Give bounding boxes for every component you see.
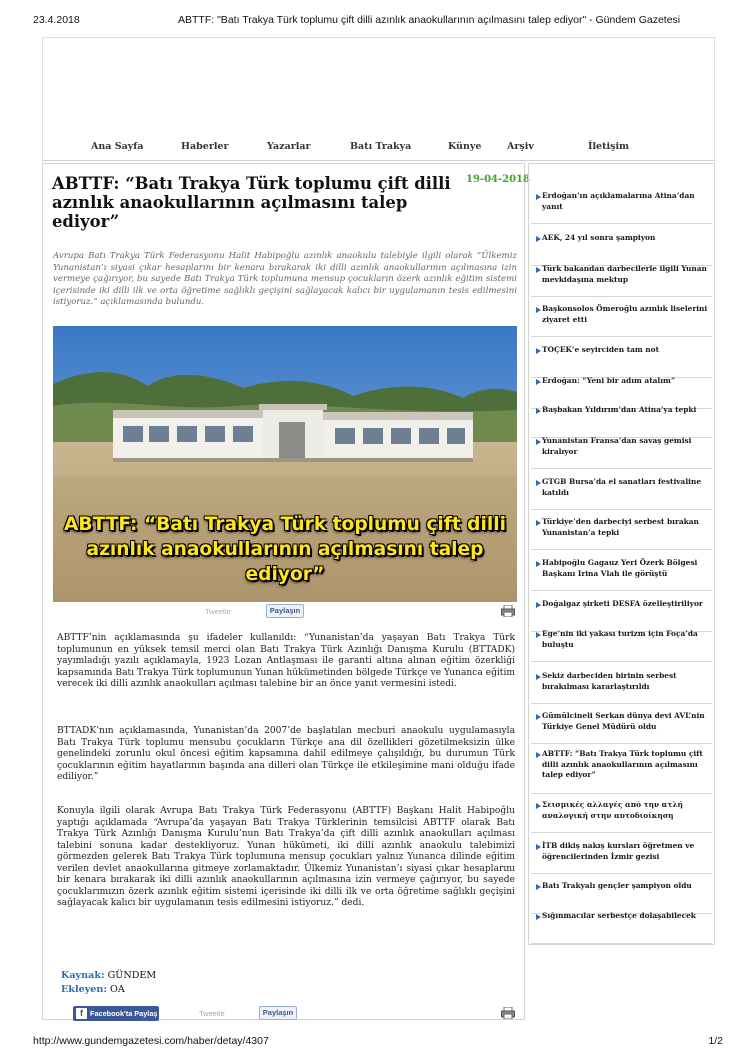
sidebar-news-title[interactable]: Yunanistan Fransa’dan savaş gemisi kiralıyor: [542, 436, 692, 456]
bullet-icon: [536, 884, 541, 890]
nav-item-western-thrace[interactable]: Batı Trakya: [350, 141, 412, 152]
bullet-icon: [536, 632, 541, 638]
facebook-share-label: Facebook'ta Paylaş: [90, 1009, 158, 1018]
bullet-icon: [536, 520, 541, 526]
bullet-icon: [536, 267, 541, 273]
nav-item-news[interactable]: Haberler: [181, 141, 229, 152]
sidebar-news-item[interactable]: [531, 799, 712, 833]
sidebar-news-title[interactable]: Erdoğan’ın açıklamalarına Atina’dan yanıt: [542, 191, 695, 211]
sidebar-news-title[interactable]: TOÇEK’e seyirciden tam not: [542, 345, 660, 354]
print-header: [33, 14, 723, 28]
print-icon[interactable]: [501, 1007, 515, 1019]
editor-value: OA: [109, 984, 125, 995]
nav-item-contact[interactable]: İletişim: [588, 141, 630, 152]
share-button[interactable]: Paylaşın: [259, 1006, 297, 1020]
article-title: ABTTF: “Batı Trakya Türk toplumu çift dilli azınlık anaokullarının açılmasını talep ediyor”: [52, 174, 451, 231]
article-paragraph: BTTADK’nın açıklamasında, Yunanistan’da 2007’de başlatılan mecburi anaokulu uygulamasıyla Batı Trakya Türk toplumu mensubu çocukların Türkçe ana dil özellikleri gözetilmeksizin ülke genelindeki zorunlu okul öncesi eğitim kapsamına dahil edilmeye çalışıldığı, bu durumun Türk çocuklarının eğitim hayatlarının başında ana dilleri olan Türkçe ile etkileşimine mani olduğu ifade ediliyor.”: [57, 726, 515, 783]
editor-label: Ekleyen:: [61, 984, 107, 995]
nav-divider: [42, 160, 715, 161]
bullet-icon: [536, 379, 541, 385]
nav-item-archive[interactable]: Arşiv: [507, 141, 534, 152]
sidebar-news-item[interactable]: [531, 748, 712, 794]
sidebar-news-item[interactable]: [531, 840, 712, 874]
sidebar-news-item[interactable]: [531, 476, 712, 510]
article-date: 19-04-2018: [466, 174, 530, 185]
sidebar-news-item[interactable]: [531, 344, 712, 378]
bullet-icon: [536, 561, 541, 567]
print-page-number: 1/2: [708, 1035, 723, 1047]
article-photo: [53, 326, 517, 602]
bullet-icon: [536, 602, 541, 608]
sidebar-news-title[interactable]: Türkiye’den darbeciyi serbest bırakan Yunanistan’a tepki: [542, 517, 699, 537]
tweet-link[interactable]: Tweetle: [199, 1009, 225, 1018]
bullet-icon: [536, 803, 541, 809]
bullet-icon: [536, 844, 541, 850]
sidebar-news-item[interactable]: [531, 516, 712, 550]
sidebar-news-item[interactable]: [531, 628, 712, 662]
sidebar-news-item[interactable]: [531, 670, 712, 704]
sidebar-news-title[interactable]: Habipoğlu Gagauz Yeri Özerk Bölgesi Başkanı Irina Vlah ile görüştü: [542, 558, 698, 578]
facebook-icon: f: [76, 1008, 87, 1019]
share-bar-bottom: [53, 1006, 517, 1023]
sidebar-news-item[interactable]: [531, 910, 712, 944]
share-bar-top: [53, 604, 517, 621]
sidebar-news-item[interactable]: [531, 263, 712, 297]
bullet-icon: [536, 194, 541, 200]
print-icon[interactable]: [501, 605, 515, 617]
sidebar-news-title[interactable]: İTB dikiş nakış kursları öğretmen ve öğrencilerinden İzmir gezisi: [542, 841, 695, 861]
sidebar-news-title[interactable]: Σεισμικές αλλαγές από την ατλή αναλογική στην αυτοδιοίκηση: [542, 800, 683, 820]
sidebar-news-title[interactable]: Erdoğan: “Yeni bir adım atalım”: [542, 376, 676, 385]
article-paragraph: Konuyla ilgili olarak Avrupa Batı Trakya Türk Federasyonu (ABTTF) Başkanı Halit Habipoğlu yaptığı açıklamada “Avrupa’da yaşayan Batı Trakya Türklerinin temsilcisi ABTTF olarak Batı Trakya Türk Azınlığı Danışma Kurulu’nun Batı Trakya’da çift dilli azınlık anaokulları açılması talebini sonuna kadar destekliyoruz. Yunan hükümeti, iki dilli azınlık anaokulu talebimizi görmezden gelerek Batı Trakya Türk toplumuna mensup çocukları yalnız Yunanca dilinde eğitim verilen devlet anaokullarına gitmeye zorlamaktadır. Ülkemiz Yunanistan’ı siyasi çıkar hesaplarını bir kenara bırakarak iki dilli azınlık anaokullarının açılmasına izin vermeye çağırıyor, bu sayede çocuklarımızın özerk azınlık eğitim sistemi içerisinde iki dilli ilk ve orta öğretime sağlıklı geçişini sağlayacak kalıcı bir uygulamanın tesis edilmesini istiyoruz.” dedi.: [57, 806, 515, 909]
bullet-icon: [536, 348, 541, 354]
sidebar-news-item[interactable]: [531, 303, 712, 337]
bullet-icon: [536, 914, 541, 920]
bullet-icon: [536, 714, 541, 720]
sidebar-news-title[interactable]: AEK, 24 yıl sonra şampiyon: [542, 233, 656, 242]
print-document-title: ABTTF: "Batı Trakya Türk toplumu çift dilli azınlık anaokullarının açılmasını talep ediyor" - Gündem Gazetesi: [178, 14, 681, 26]
editor-line: [61, 984, 125, 996]
bullet-icon: [536, 307, 541, 313]
bullet-icon: [536, 236, 541, 242]
source-value: GÜNDEM: [107, 970, 157, 981]
print-date: 23.4.2018: [33, 14, 80, 26]
sidebar-news-item[interactable]: [531, 598, 712, 632]
article-paragraph: ABTTF’nin açıklamasında şu ifadeler kullanıldı: “Yunanistan’da yaşayan Batı Trakya Türk toplumunun en yüksek temsil merci olan Batı Trakya Türk Azınlığı Danışma Kurulu (BTTADK) yayımladığı yazılı açıklamayla, 1923 Lozan Antlaşması ile garanti altına alınan eğitim özerkliği kapsamında Batı Trakya Türk toplumunun Yunan hükümetinden bölgede Türkçe ve Yunanca eğitim verecek iki dilli azınlık anaokulları açılması talebine bir an önce yanıt vermesini istedi.: [57, 633, 515, 690]
source-label: Kaynak:: [61, 970, 105, 981]
sidebar-news-item[interactable]: [531, 557, 712, 591]
print-footer: [33, 1035, 723, 1049]
sidebar-news-title[interactable]: Ege’nin iki yakası turizm için Foça’da buluştu: [542, 629, 698, 649]
article-lede: Avrupa Batı Trakya Türk Federasyonu Halit Habipoğlu azınlık anaokulu talebiyle ilgili olarak “Ülkemiz Yunanistan’ı siyasi çıkar hesaplarını bir kenara bırakarak iki dilli azınlık anaokullarının açılmasına izin vermeye çağırıyor, bu sayede Batı Trakya Türk toplumuna mensup çocukların özerk azınlık eğitim sistemi içerisinde iki dilli ilk ve orta öğretime sağlıklı geçişini sağlayacak kalıcı bir uygulamanın tesis edilmesini istiyoruz.” açıklamasında bulundu.: [53, 251, 517, 308]
sidebar-news-title[interactable]: Batı Trakyalı gençler şampiyon oldu: [542, 881, 692, 890]
tweet-link[interactable]: Tweetle: [205, 607, 231, 616]
sidebar-news-title[interactable]: Türk bakandan darbecilerle ilgili Yunan mevkidaşına mektup: [542, 264, 707, 284]
bullet-icon: [536, 674, 541, 680]
bullet-icon: [536, 408, 541, 414]
sidebar-news-title[interactable]: ABTTF: “Batı Trakya Türk toplumu çift dilli azınlık anaokullarının açılmasını talep ediyor”: [542, 749, 703, 779]
sidebar-news-title[interactable]: Başbakan Yıldırım’dan Atina’ya tepki: [542, 405, 697, 414]
sidebar-news-item[interactable]: [531, 880, 712, 914]
sidebar-news-item[interactable]: [531, 404, 712, 438]
source-line: [61, 970, 156, 982]
bullet-icon: [536, 439, 541, 445]
sidebar-news-item[interactable]: [531, 190, 712, 224]
sidebar-news-item[interactable]: [531, 710, 712, 744]
sidebar-news-title[interactable]: Başkonsolos Ömeroğlu azınlık liselerini ziyaret etti: [542, 304, 708, 324]
sidebar-news-item[interactable]: [531, 232, 712, 266]
nav-item-home[interactable]: Ana Sayfa: [91, 141, 144, 152]
sidebar-news-title[interactable]: GTGB Bursa’da el sanatları festivaline katıldı: [542, 477, 702, 497]
main-navigation: [42, 141, 715, 159]
print-url: http://www.gundemgazetesi.com/haber/detay/4307: [33, 1035, 269, 1047]
bullet-icon: [536, 752, 541, 758]
facebook-share-button[interactable]: [73, 1006, 159, 1021]
sidebar-news-item[interactable]: [531, 435, 712, 469]
sidebar-news-title[interactable]: Sekiz darbeciden birinin serbest bırakılması kararlaştırıldı: [542, 671, 677, 691]
sidebar-news-title[interactable]: Doğalgaz şirketi DESFA özelleştiriliyor: [542, 599, 703, 608]
photo-caption: ABTTF: “Batı Trakya Türk toplumu çift dilli azınlık anaokullarının açılmasını talep ediyor”: [64, 514, 506, 585]
share-button[interactable]: Paylaşın: [266, 604, 304, 618]
sidebar-news-title[interactable]: Sığınmacılar serbestçe dolaşabilecek: [542, 911, 696, 920]
nav-item-imprint[interactable]: Künye: [448, 141, 482, 152]
bullet-icon: [536, 480, 541, 486]
sidebar-news-title[interactable]: Gümülcineli Serkan dünya devi AVL’nin Türkiye Genel Müdürü oldu: [542, 711, 705, 731]
nav-item-writers[interactable]: Yazarlar: [267, 141, 311, 152]
